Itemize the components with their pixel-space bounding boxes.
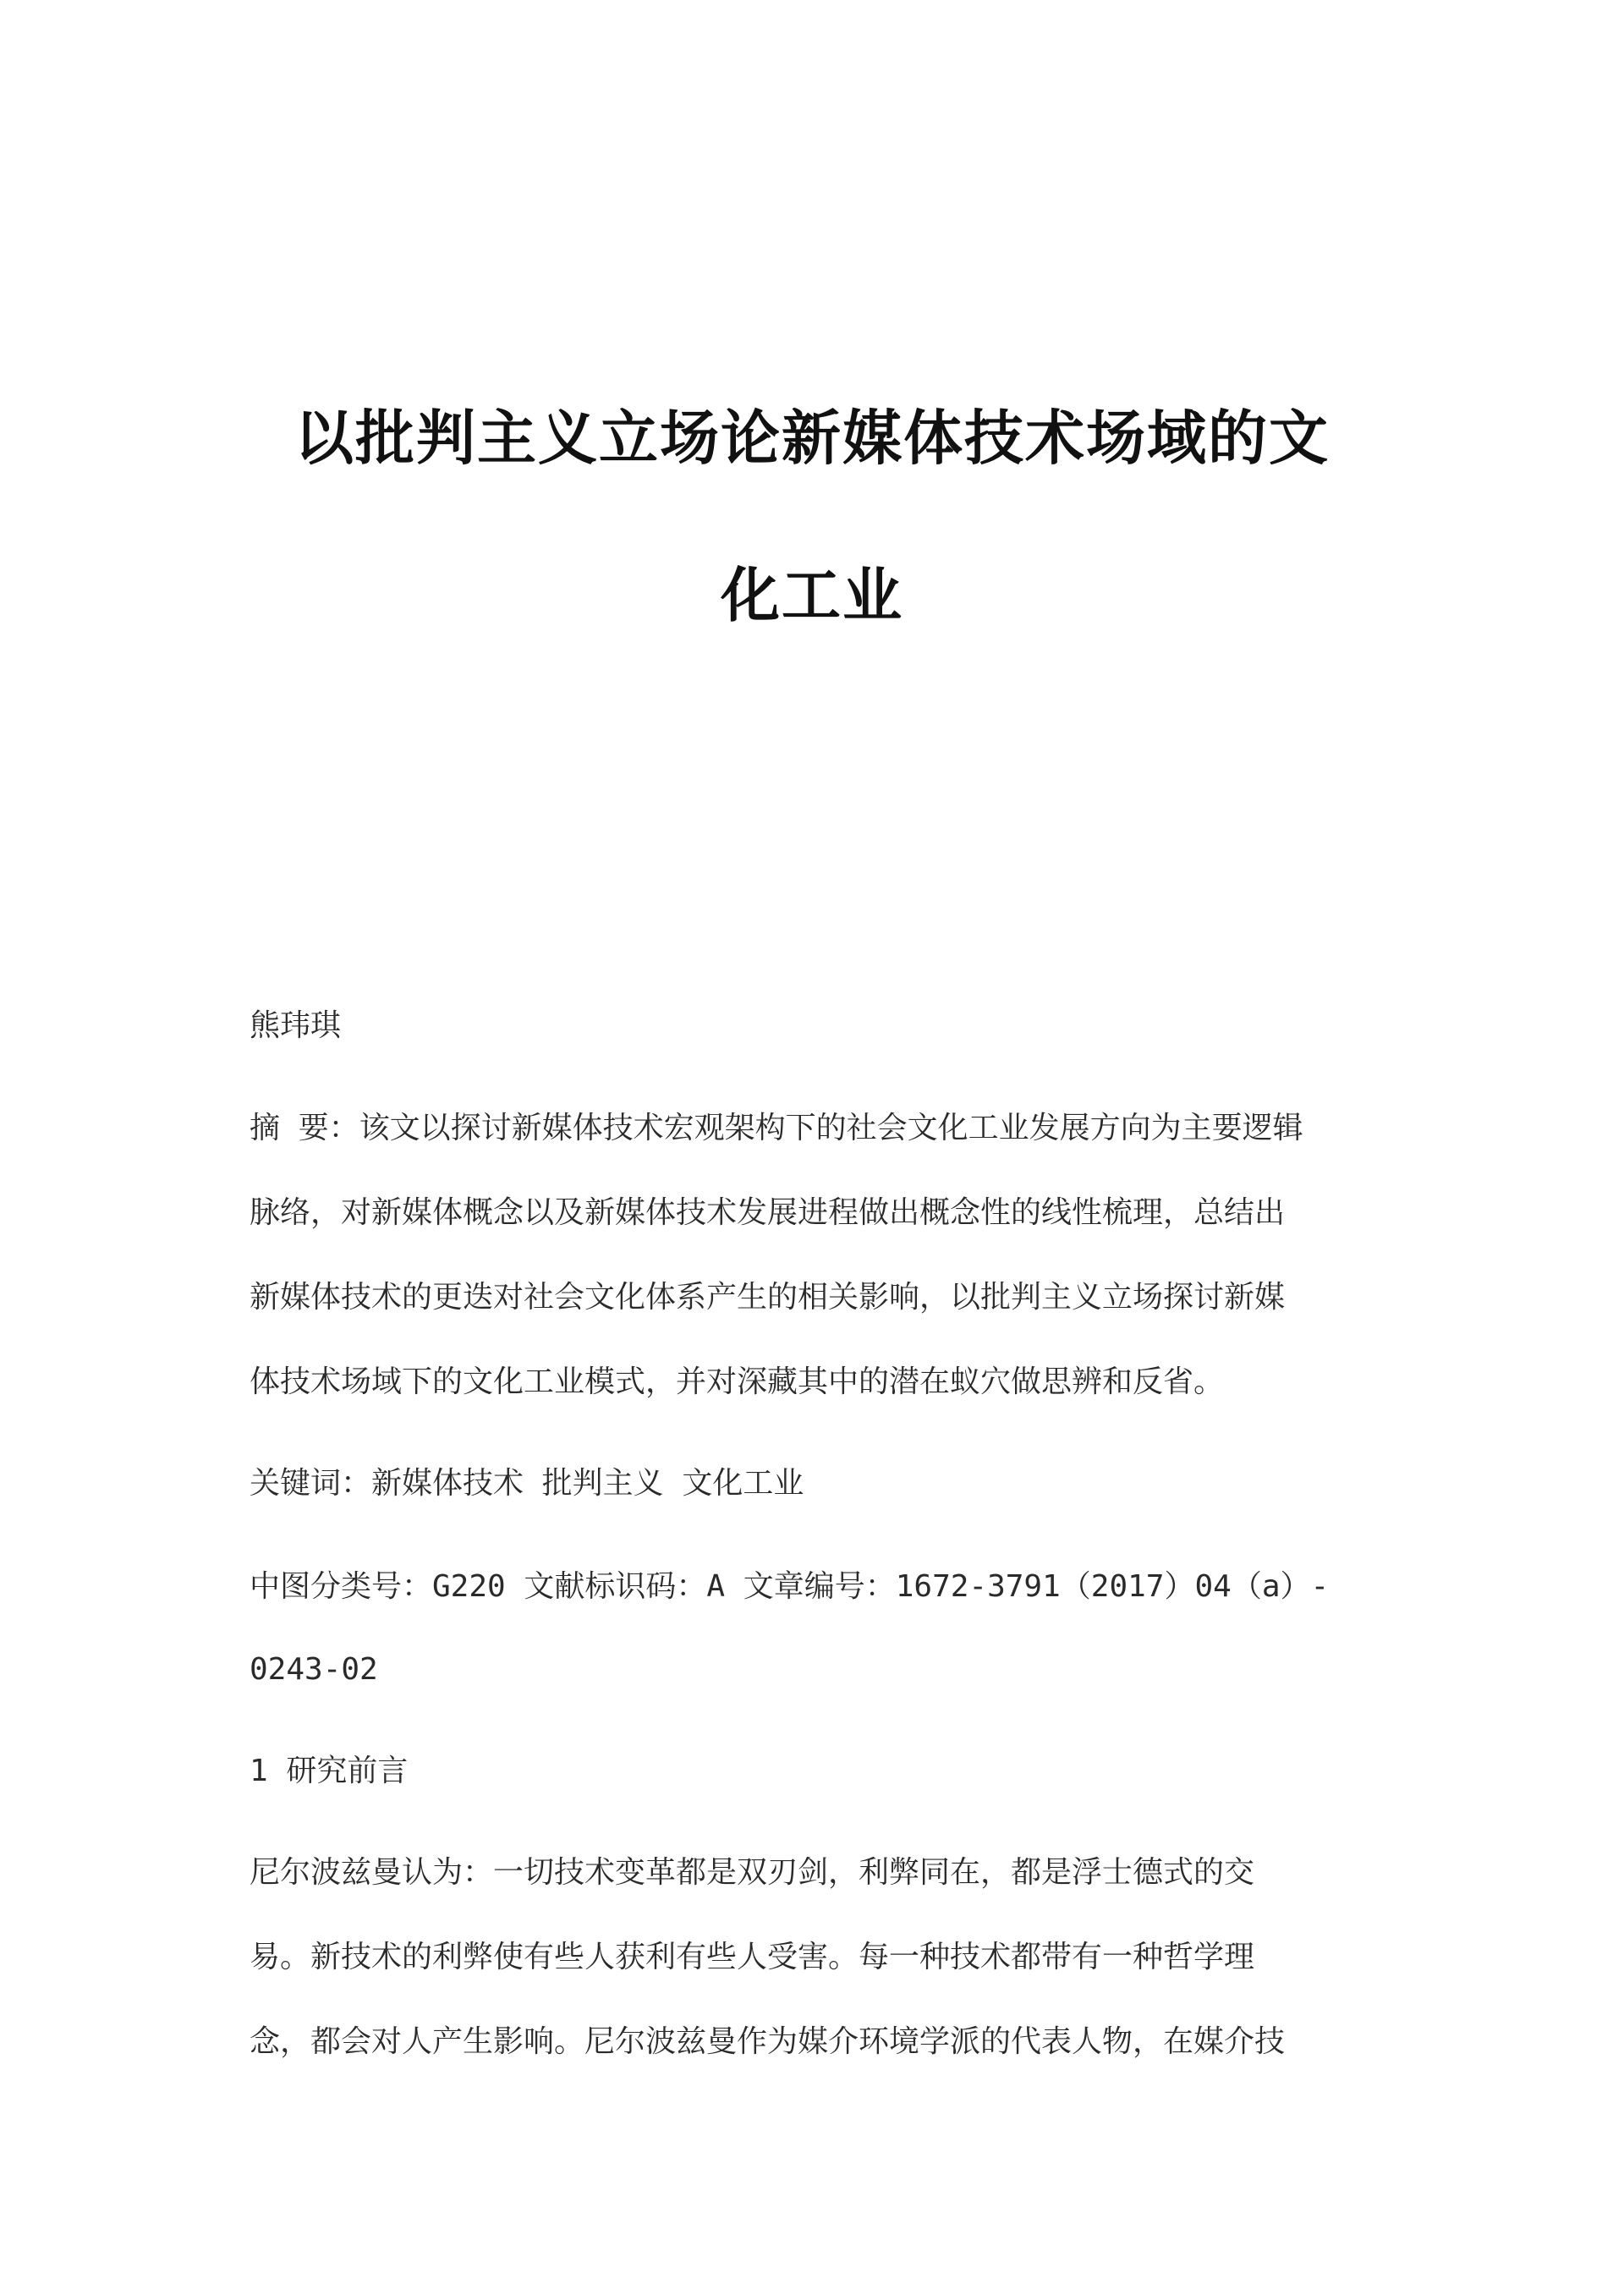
body-paragraph-line-2: 易。新技术的利弊使有些人获利有些人受害。每一种技术都带有一种哲学理 <box>250 1940 1255 1974</box>
abstract-line-4: 体技术场域下的文化工业模式，并对深藏其中的潜在蚁穴做思辨和反省。 <box>250 1364 1225 1399</box>
author-name: 熊玮琪 <box>250 1008 342 1043</box>
body-paragraph-line-1: 尼尔波兹曼认为：一切技术变革都是双刃剑，利弊同在，都是浮士德式的交 <box>250 1855 1255 1890</box>
abstract-line-3: 新媒体技术的更迭对社会文化体系产生的相关影响，以批判主义立场探讨新媒 <box>250 1280 1286 1315</box>
section-heading: 1 研究前言 <box>250 1754 409 1788</box>
classification-line-1: 中图分类号：G220 文献标识码：A 文章编号：1672-3791（2017）04（a）- <box>250 1569 1330 1604</box>
title-line-1: 以批判主义立场论新媒体技术场域的文 <box>294 404 1330 473</box>
classification-line-2: 0243-02 <box>250 1652 378 1687</box>
abstract-line-1: 摘 要：该文以探讨新媒体技术宏观架构下的社会文化工业发展方向为主要逻辑 <box>250 1111 1303 1145</box>
body-paragraph-line-3: 念，都会对人产生影响。尼尔波兹曼作为媒介环境学派的代表人物，在媒介技 <box>250 2024 1286 2059</box>
abstract-line-2: 脉络，对新媒体概念以及新媒体技术发展进程做出概念性的线性梳理，总结出 <box>250 1195 1286 1230</box>
keywords-line: 关键词：新媒体技术 批判主义 文化工业 <box>250 1466 804 1501</box>
title-line-2: 化工业 <box>721 561 903 630</box>
